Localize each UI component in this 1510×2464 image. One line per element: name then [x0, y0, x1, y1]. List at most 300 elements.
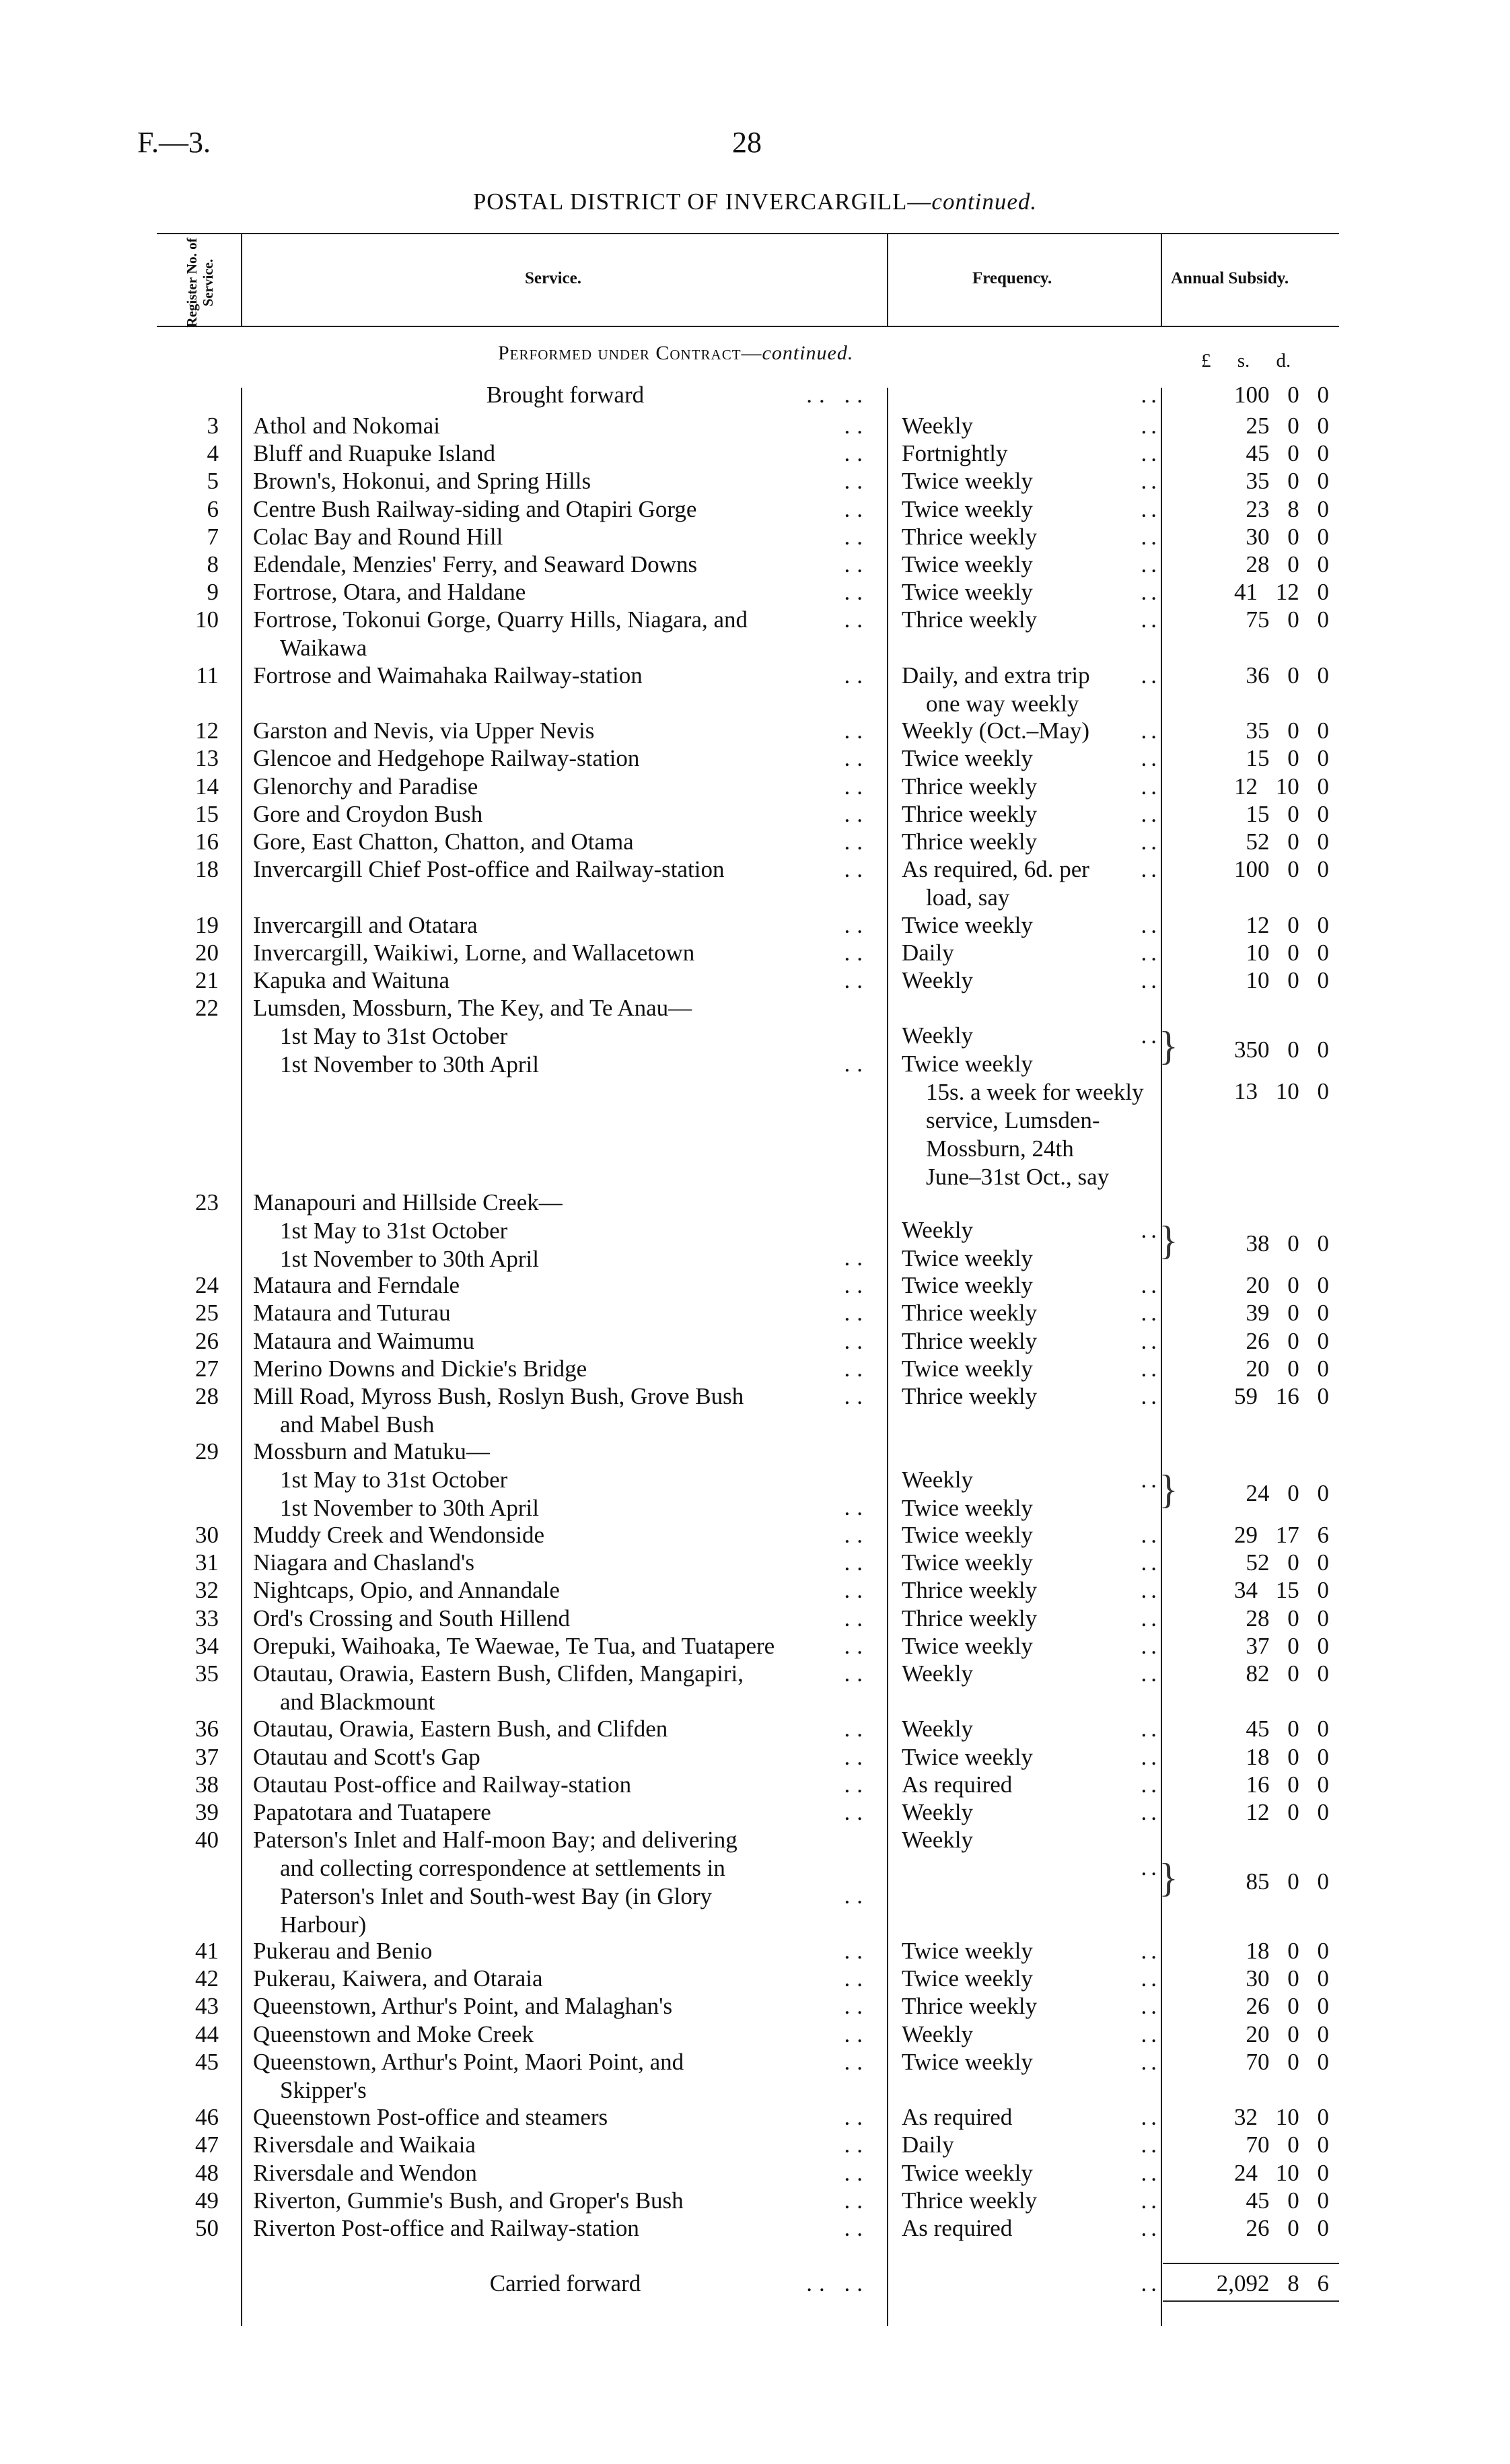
- register-number: 26: [195, 1327, 219, 1354]
- annual-subsidy: 100 0 0: [1234, 856, 1329, 883]
- annual-subsidy: 24 0 0: [1246, 1480, 1329, 1507]
- service-line: 1st November to 30th April: [280, 1495, 539, 1522]
- frequency-line: Twice weekly: [902, 495, 1033, 522]
- service-line: Mill Road, Myross Bush, Roslyn Bush, Grove Bush: [253, 1383, 744, 1409]
- register-number: 33: [195, 1605, 219, 1631]
- annual-subsidy: 34 15 0: [1234, 1577, 1329, 1604]
- annual-subsidy: 28 0 0: [1246, 1605, 1329, 1631]
- service-line: Gore and Croydon Bush: [253, 800, 483, 827]
- frequency-line: Fortnightly: [902, 440, 1008, 467]
- register-number: 23: [195, 1189, 219, 1216]
- service-line: Lumsden, Mossburn, The Key, and Te Anau—: [253, 995, 692, 1022]
- frequency-line: Twice weekly: [902, 579, 1033, 606]
- register-number: 18: [195, 856, 219, 883]
- frequency-line: Twice weekly: [902, 1522, 1033, 1548]
- register-number: 16: [195, 829, 219, 855]
- service-line: Muddy Creek and Wendonside: [253, 1522, 544, 1548]
- service-line: Otautau Post-office and Railway-station: [253, 1771, 632, 1798]
- brace: }: [1159, 1467, 1178, 1512]
- annual-subsidy: 10 0 0: [1246, 967, 1329, 993]
- leader-dots: ..: [1141, 1771, 1161, 1798]
- frequency-line: Thrice weekly: [902, 523, 1038, 550]
- leader-dots: ..: [1141, 1327, 1161, 1354]
- leader-dots: ..: [844, 1605, 869, 1631]
- register-number: 36: [195, 1716, 219, 1743]
- annual-subsidy: 350 0 0: [1234, 1036, 1329, 1063]
- annual-subsidy: 32 10 0: [1234, 2104, 1329, 2131]
- register-number: 35: [195, 1660, 219, 1687]
- brace: }: [1159, 1218, 1178, 1263]
- leader-dots: ..: [1141, 2159, 1161, 2186]
- service-line: Queenstown Post-office and steamers: [253, 2104, 608, 2131]
- service-line: Niagara and Chasland's: [253, 1549, 474, 1576]
- frequency-line: Thrice weekly: [902, 829, 1038, 855]
- leader-dots: ..: [1141, 1300, 1161, 1327]
- register-number: 13: [195, 745, 219, 772]
- service-line: Otautau, Orawia, Eastern Bush, Clifden, Mangapiri,: [253, 1660, 744, 1687]
- leader-dots: ..: [844, 1743, 869, 1770]
- service-line: Paterson's Inlet and Half-moon Bay; and delivering: [253, 1827, 738, 1854]
- service-line: Fortrose and Waimahaka Railway-station: [253, 662, 643, 689]
- leader-dots: ..: [844, 1383, 869, 1409]
- leader-dots: ..: [844, 829, 869, 855]
- register-number: 37: [195, 1743, 219, 1770]
- service-line: Papatotara and Tuatapere: [253, 1799, 491, 1825]
- annual-subsidy: 39 0 0: [1246, 1300, 1329, 1327]
- annual-subsidy: 23 8 0: [1246, 495, 1329, 522]
- service-line: Gore, East Chatton, Chatton, and Otama: [253, 829, 634, 855]
- frequency-line: Twice weekly: [902, 1965, 1033, 1992]
- frequency-line: June–31st Oct., say: [926, 1164, 1110, 1191]
- annual-subsidy: 30 0 0: [1246, 523, 1329, 550]
- leader-dots: ..: [1141, 1383, 1161, 1409]
- leader-dots: ..: [1141, 1216, 1161, 1243]
- brought-forward-amount: 100 0 0: [1234, 382, 1329, 408]
- annual-subsidy: 35 0 0: [1246, 717, 1329, 744]
- column-header-frequency: Frequency.: [972, 269, 1052, 287]
- service-line: Ord's Crossing and South Hillend: [253, 1605, 571, 1631]
- frequency-line: Twice weekly: [902, 551, 1033, 577]
- leader-dots: ..: [1141, 1272, 1161, 1299]
- frequency-line: Weekly: [902, 967, 974, 993]
- header-divider-3: [1161, 233, 1162, 326]
- leader-dots: ..: [844, 2159, 869, 2186]
- leader-dots: ..: [1141, 745, 1161, 772]
- register-number: 14: [195, 773, 219, 800]
- service-line: Mossburn and Matuku—: [253, 1438, 490, 1465]
- frequency-line: Weekly: [902, 2020, 974, 2047]
- annual-subsidy: 70 0 0: [1246, 2048, 1329, 2075]
- leader-dots: ..: [844, 1327, 869, 1354]
- leader-dots: ..: [844, 523, 869, 550]
- frequency-line: [902, 994, 1159, 1022]
- frequency-line: Twice weekly: [902, 1549, 1033, 1576]
- brace: }: [1159, 1024, 1178, 1069]
- register-number: 50: [195, 2215, 219, 2241]
- register-number: 3: [207, 413, 219, 439]
- leader-dots: ..: [844, 745, 869, 772]
- service-line: Fortrose, Otara, and Haldane: [253, 579, 526, 606]
- frequency-line: Weekly: [902, 1022, 974, 1049]
- frequency-line: Twice weekly: [902, 1743, 1033, 1770]
- column-header-subsidy: Annual Subsidy.: [1171, 269, 1289, 287]
- frequency-line: Thrice weekly: [902, 606, 1038, 633]
- leader-dots: ..: [844, 1549, 869, 1576]
- service-line: Mataura and Waimumu: [253, 1327, 474, 1354]
- annual-subsidy: 37 0 0: [1246, 1632, 1329, 1659]
- frequency-line: Daily, and extra trip: [902, 662, 1090, 689]
- leader-dots: ..: [1141, 1938, 1161, 1964]
- leader-dots: ..: [844, 1355, 869, 1382]
- service-line: Riversdale and Waikaia: [253, 2132, 476, 2158]
- annual-subsidy-additional: 13 10 0: [1234, 1078, 1329, 1104]
- service-line: Riversdale and Wendon: [253, 2159, 477, 2186]
- leader-dots: ..: [844, 1577, 869, 1604]
- service-line: Bluff and Ruapuke Island: [253, 440, 495, 467]
- register-number: 42: [195, 1965, 219, 1992]
- frequency-line: Thrice weekly: [902, 1605, 1038, 1631]
- service-line: Orepuki, Waihoaka, Te Waewae, Te Tua, and Tuatapere: [253, 1632, 775, 1659]
- annual-subsidy: 26 0 0: [1246, 2215, 1329, 2241]
- annual-subsidy: 24 10 0: [1234, 2159, 1329, 2186]
- annual-subsidy: 26 0 0: [1246, 1993, 1329, 2020]
- service-line: Glencoe and Hedgehope Railway-station: [253, 745, 640, 772]
- page-reference: F.—3.: [137, 126, 211, 159]
- service-line: Brown's, Hokonui, and Spring Hills: [253, 468, 591, 495]
- annual-subsidy: 29 17 6: [1234, 1522, 1329, 1548]
- register-number: 15: [195, 800, 219, 827]
- annual-subsidy: 20 0 0: [1246, 1355, 1329, 1382]
- frequency-line: Weekly: [902, 413, 974, 439]
- annual-subsidy: 16 0 0: [1246, 1771, 1329, 1798]
- frequency-line: As required: [902, 2104, 1013, 2131]
- register-number: 48: [195, 2159, 219, 2186]
- register-number: 6: [207, 495, 219, 522]
- leader-dots: ..: [1141, 468, 1161, 495]
- service-line: Riverton, Gummie's Bush, and Groper's Bush: [253, 2187, 684, 2214]
- leader-dots: ..: [844, 2215, 869, 2241]
- leader-dots: ..: [844, 1938, 869, 1964]
- register-number: 25: [195, 1300, 219, 1327]
- annual-subsidy: 15 0 0: [1246, 745, 1329, 772]
- frequency-line: load, say: [926, 884, 1010, 911]
- leader-dots: ..: [1141, 1799, 1161, 1825]
- frequency-line: Twice weekly: [902, 1494, 1033, 1521]
- service-line: Athol and Nokomai: [253, 413, 441, 439]
- service-line: Fortrose, Tokonui Gorge, Quarry Hills, Niagara, and: [253, 606, 748, 633]
- leader-dots: ..: [1141, 773, 1161, 800]
- register-number: 45: [195, 2048, 219, 2075]
- annual-subsidy: 59 16 0: [1234, 1383, 1329, 1409]
- leader-dots: ..: [1141, 551, 1161, 577]
- annual-subsidy: 12 10 0: [1234, 773, 1329, 800]
- leader-dots: ..: [1141, 1022, 1161, 1049]
- annual-subsidy: 18 0 0: [1246, 1938, 1329, 1964]
- column-header-service: Service.: [525, 269, 581, 287]
- leader-dots: ..: [844, 1882, 869, 1909]
- leader-dots: ..: [844, 1272, 869, 1299]
- service-line: and collecting correspondence at settlements in: [280, 1855, 725, 1882]
- total-rule: [1163, 2263, 1339, 2264]
- leader-dots: ..: [844, 2132, 869, 2158]
- frequency-line: Weekly: [902, 1827, 974, 1854]
- column-header-register: Register No. of Service.: [184, 238, 216, 328]
- register-number: 47: [195, 2132, 219, 2158]
- frequency-line: service, Lumsden-: [926, 1107, 1100, 1134]
- body-divider-2: [887, 388, 888, 2326]
- frequency-line: Twice weekly: [902, 1632, 1033, 1659]
- annual-subsidy: 35 0 0: [1246, 468, 1329, 495]
- leader-dots: ..: [844, 1716, 869, 1743]
- frequency-line: Weekly (Oct.–May): [902, 717, 1090, 744]
- frequency-line: [902, 1438, 1159, 1465]
- leader-dots: ..: [1141, 1993, 1161, 2020]
- leader-dots: ..: [844, 2104, 869, 2131]
- leader-dots: ..: [844, 495, 869, 522]
- leader-dots: ..: [1141, 856, 1161, 883]
- leader-dots: ..: [1141, 2048, 1161, 2075]
- leader-dots: ..: [844, 1050, 869, 1077]
- leader-dots: ..: [844, 800, 869, 827]
- body-divider-3: [1161, 388, 1162, 2326]
- leader-dots: ..: [844, 773, 869, 800]
- register-number: 19: [195, 911, 219, 938]
- leader-dots: ..: [1141, 382, 1161, 408]
- register-number: 44: [195, 2020, 219, 2047]
- service-line: 1st November to 30th April: [280, 1245, 539, 1272]
- header-divider-1: [241, 233, 242, 326]
- register-number: 10: [195, 606, 219, 633]
- leader-dots: ..: [844, 1799, 869, 1825]
- register-number: 22: [195, 995, 219, 1022]
- leader-dots: ..: [844, 939, 869, 966]
- frequency-line: Thrice weekly: [902, 1577, 1038, 1604]
- annual-subsidy: 30 0 0: [1246, 1965, 1329, 1992]
- frequency-line: Twice weekly: [902, 1272, 1033, 1299]
- leader-dots: ..: [844, 440, 869, 467]
- leader-dots: ..: [1141, 967, 1161, 993]
- leader-dots: ..: [1141, 1577, 1161, 1604]
- frequency-line: Weekly: [902, 1660, 974, 1687]
- service-line: Queenstown, Arthur's Point, Maori Point, and: [253, 2048, 684, 2075]
- frequency-line: Twice weekly: [902, 468, 1033, 495]
- section-heading: Performed under Contract—continued.: [498, 342, 854, 364]
- service-line: Kapuka and Waituna: [253, 967, 450, 993]
- service-line: and Blackmount: [280, 1689, 435, 1715]
- frequency-line: Mossburn, 24th: [926, 1135, 1074, 1162]
- leader-dots: ..: [844, 551, 869, 577]
- register-number: 27: [195, 1355, 219, 1382]
- leader-dots: ..: [844, 413, 869, 439]
- frequency-line: Weekly: [902, 1216, 974, 1243]
- currency-units: £ s. d.: [1201, 350, 1291, 372]
- frequency-line: 15s. a week for weekly: [926, 1079, 1144, 1106]
- frequency-line: Twice weekly: [902, 911, 1033, 938]
- annual-subsidy: 25 0 0: [1246, 413, 1329, 439]
- leader-dots: ..: [1141, 440, 1161, 467]
- annual-subsidy: 70 0 0: [1246, 2132, 1329, 2158]
- leader-dots: ..: [844, 1993, 869, 2020]
- leader-dots: ..: [1141, 2270, 1161, 2296]
- register-number: 7: [207, 523, 219, 550]
- annual-subsidy: 26 0 0: [1246, 1327, 1329, 1354]
- register-number: 12: [195, 717, 219, 744]
- frequency-line: Twice weekly: [902, 745, 1033, 772]
- annual-subsidy: 85 0 0: [1246, 1868, 1329, 1895]
- register-number: 38: [195, 1771, 219, 1798]
- leader-dots: .. ..: [806, 2270, 869, 2296]
- annual-subsidy: 15 0 0: [1246, 800, 1329, 827]
- frequency-line: As required: [902, 1771, 1013, 1798]
- leader-dots: ..: [1141, 1854, 1161, 1881]
- leader-dots: ..: [1141, 495, 1161, 522]
- register-number: 29: [195, 1438, 219, 1465]
- leader-dots: ..: [844, 2048, 869, 2075]
- frequency-line: [902, 1189, 1159, 1216]
- leader-dots: ..: [844, 468, 869, 495]
- annual-subsidy: 20 0 0: [1246, 2020, 1329, 2047]
- service-line: Invercargill and Otatara: [253, 911, 478, 938]
- service-line: 1st May to 31st October: [280, 1023, 508, 1050]
- frequency-line: Thrice weekly: [902, 1327, 1038, 1354]
- header-divider-2: [887, 233, 888, 326]
- annual-subsidy: 52 0 0: [1246, 1549, 1329, 1576]
- leader-dots: ..: [1141, 606, 1161, 633]
- annual-subsidy: 45 0 0: [1246, 440, 1329, 467]
- leader-dots: ..: [1141, 829, 1161, 855]
- leader-dots: ..: [1141, 523, 1161, 550]
- frequency-line: As required: [902, 2215, 1013, 2241]
- service-line: Edendale, Menzies' Ferry, and Seaward Downs: [253, 551, 698, 577]
- service-line: Colac Bay and Round Hill: [253, 523, 503, 550]
- service-line: Mataura and Tuturau: [253, 1300, 451, 1327]
- leader-dots: ..: [844, 856, 869, 883]
- frequency-line: Weekly: [902, 1466, 974, 1493]
- annual-subsidy: 41 12 0: [1234, 579, 1329, 606]
- frequency-line: Weekly: [902, 1716, 974, 1743]
- leader-dots: .. ..: [806, 382, 869, 408]
- service-line: 1st November to 30th April: [280, 1051, 539, 1078]
- register-number: 43: [195, 1993, 219, 2020]
- leader-dots: ..: [844, 1300, 869, 1327]
- leader-dots: ..: [1141, 413, 1161, 439]
- register-number: 40: [195, 1827, 219, 1854]
- leader-dots: ..: [1141, 939, 1161, 966]
- register-number: 24: [195, 1272, 219, 1299]
- service-line: Glenorchy and Paradise: [253, 773, 478, 800]
- leader-dots: ..: [1141, 1549, 1161, 1576]
- leader-dots: ..: [844, 1632, 869, 1659]
- annual-subsidy: 20 0 0: [1246, 1272, 1329, 1299]
- leader-dots: ..: [844, 579, 869, 606]
- service-line: Paterson's Inlet and South-west Bay (in Glory: [280, 1883, 713, 1910]
- register-number: 34: [195, 1632, 219, 1659]
- service-line: Queenstown and Moke Creek: [253, 2020, 534, 2047]
- service-line: Queenstown, Arthur's Point, and Malaghan's: [253, 1993, 673, 2020]
- register-number: 11: [196, 662, 219, 689]
- register-number: 32: [195, 1577, 219, 1604]
- leader-dots: ..: [1141, 2104, 1161, 2131]
- leader-dots: ..: [1141, 717, 1161, 744]
- page-title: POSTAL DISTRICT OF INVERCARGILL—continued.: [472, 188, 1038, 215]
- frequency-line: Thrice weekly: [902, 800, 1038, 827]
- total-rule-bottom: [1163, 2300, 1339, 2302]
- leader-dots: ..: [844, 662, 869, 689]
- leader-dots: ..: [1141, 579, 1161, 606]
- service-line: Otautau, Orawia, Eastern Bush, and Clifden: [253, 1716, 668, 1743]
- body-divider-1: [241, 388, 242, 2326]
- annual-subsidy: 12 0 0: [1246, 1799, 1329, 1825]
- frequency-line: Thrice weekly: [902, 773, 1038, 800]
- service-line: Mataura and Ferndale: [253, 1272, 460, 1299]
- annual-subsidy: 75 0 0: [1246, 606, 1329, 633]
- annual-subsidy: 12 0 0: [1246, 911, 1329, 938]
- register-number: 21: [195, 967, 219, 993]
- frequency-line: Twice weekly: [902, 2159, 1033, 2186]
- register-number: 8: [207, 551, 219, 577]
- register-number: 41: [195, 1938, 219, 1964]
- service-line: and Mabel Bush: [280, 1411, 435, 1438]
- leader-dots: ..: [1141, 1660, 1161, 1687]
- register-number: 9: [207, 579, 219, 606]
- annual-subsidy: 45 0 0: [1246, 1716, 1329, 1743]
- frequency-line: As required, 6d. per: [902, 856, 1089, 883]
- leader-dots: ..: [844, 1965, 869, 1992]
- carried-forward-amount: 2,092 8 6: [1216, 2270, 1329, 2296]
- service-line: Nightcaps, Opio, and Annandale: [253, 1577, 560, 1604]
- header-bottom-rule: [157, 326, 1339, 327]
- service-line: 1st May to 31st October: [280, 1217, 508, 1244]
- service-line: Harbour): [280, 1911, 367, 1938]
- service-line: Skipper's: [280, 2076, 367, 2103]
- leader-dots: ..: [844, 911, 869, 938]
- brace: }: [1159, 1856, 1178, 1901]
- annual-subsidy: 38 0 0: [1246, 1230, 1329, 1257]
- register-number: 28: [195, 1383, 219, 1409]
- leader-dots: ..: [844, 2020, 869, 2047]
- service-line: Garston and Nevis, via Upper Nevis: [253, 717, 595, 744]
- annual-subsidy: 10 0 0: [1246, 939, 1329, 966]
- frequency-line: Twice weekly: [902, 1051, 1033, 1078]
- frequency-line: one way weekly: [926, 690, 1079, 717]
- leader-dots: ..: [1141, 2215, 1161, 2241]
- brought-forward-label: Brought forward: [486, 382, 645, 408]
- service-line: Centre Bush Railway-siding and Otapiri Gorge: [253, 495, 697, 522]
- leader-dots: ..: [1141, 1605, 1161, 1631]
- leader-dots: ..: [844, 606, 869, 633]
- annual-subsidy: 52 0 0: [1246, 829, 1329, 855]
- register-number: 49: [195, 2187, 219, 2214]
- leader-dots: ..: [1141, 1632, 1161, 1659]
- frequency-line: Thrice weekly: [902, 1300, 1038, 1327]
- service-line: Riverton Post-office and Railway-station: [253, 2215, 639, 2241]
- frequency-line: Thrice weekly: [902, 1383, 1038, 1409]
- frequency-line: Thrice weekly: [902, 1993, 1038, 2020]
- leader-dots: ..: [844, 717, 869, 744]
- annual-subsidy: 18 0 0: [1246, 1743, 1329, 1770]
- leader-dots: ..: [844, 1771, 869, 1798]
- leader-dots: ..: [844, 967, 869, 993]
- annual-subsidy: 82 0 0: [1246, 1660, 1329, 1687]
- leader-dots: ..: [1141, 2187, 1161, 2214]
- leader-dots: ..: [1141, 1716, 1161, 1743]
- register-number: 31: [195, 1549, 219, 1576]
- register-number: 30: [195, 1522, 219, 1548]
- leader-dots: ..: [1141, 2020, 1161, 2047]
- register-number: 20: [195, 939, 219, 966]
- service-line: Manapouri and Hillside Creek—: [253, 1189, 563, 1216]
- leader-dots: ..: [1141, 1743, 1161, 1770]
